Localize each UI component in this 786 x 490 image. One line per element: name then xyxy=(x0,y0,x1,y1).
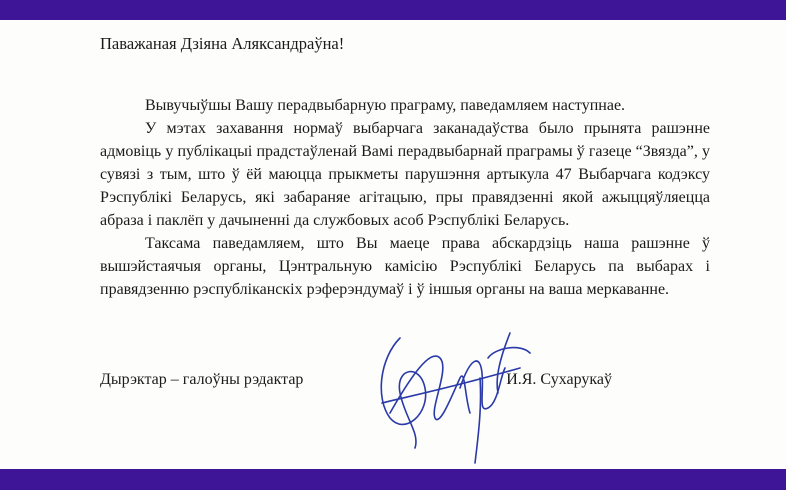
signatory-name: И.Я. Сухарукаў xyxy=(506,371,612,388)
letter-body xyxy=(100,94,710,301)
paragraph-appeal: Таксама паведамляем, што Вы маеце права абскардзіць наша рашэнне ў вышэйстаячыя органы, Цэнтральную камісію Рэспублікі Беларусь па выбарах і правядзенню рэспубліканскіх рэферэндумаў і ў іншыя органы на ваша меркаванне. xyxy=(100,235,710,298)
bottom-frame-band xyxy=(0,469,786,490)
signatory-title: Дырэктар – галоўны рэдактар xyxy=(100,371,304,388)
paragraph-decision: У мэтах захавання нормаў выбарчага заканадаўства было прынята рашэнне адмовіць у публікацыі прадстаўленай Вамі перадвыбарнай праграмы ў газеце “Звязда”, у сувязі з тым, што ў ёй маюцца прыкметы парушэння артыкула 47 Выбарчага кодэксу Рэспублікі Беларусь, які забараняе агітацыю, пры правядзенні якой ажыццяўляецца абраза і паклёп у дачыненні да службовых асоб Рэспублікі Беларусь. xyxy=(100,120,710,229)
salutation: Паважаная Дзіяна Аляксандраўна! xyxy=(100,34,345,53)
letter-page xyxy=(0,20,786,469)
top-frame-band xyxy=(0,0,786,20)
paragraph-intro: Вывучыўшы Вашу перадвыбарную праграму, паведамляем наступнае. xyxy=(145,97,626,114)
handwritten-signature xyxy=(370,318,540,468)
